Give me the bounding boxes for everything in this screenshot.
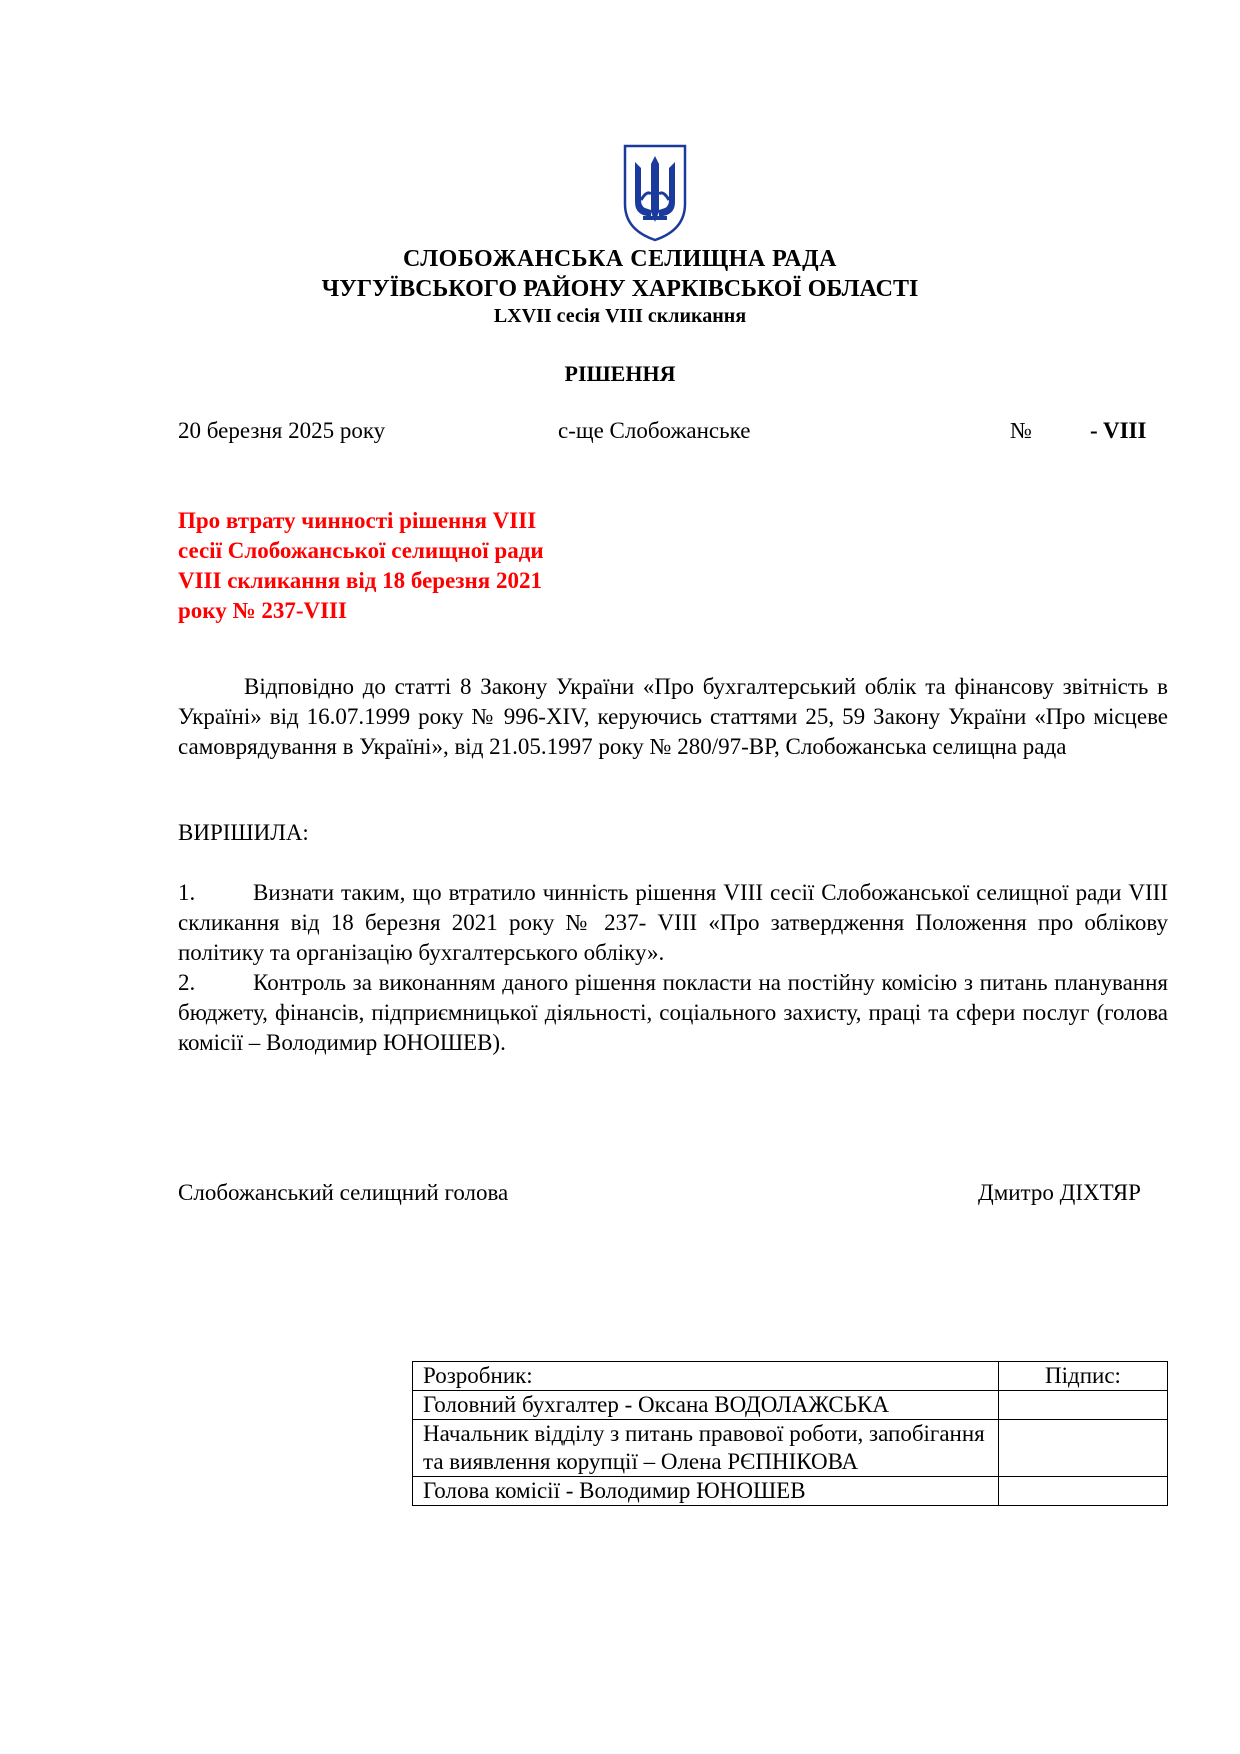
signature-header: Підпис:	[999, 1362, 1168, 1391]
decided-label: ВИРІШИЛА:	[178, 820, 309, 845]
signature-cell	[999, 1477, 1168, 1506]
item-text: Контроль за виконанням даного рішення покласти на постійну комісію з питань планування бюджету, фінансів, підприємницької діяльності, соціального захисту, праці та сфери послуг (голова комісії – Володимир ЮНОШЕВ).	[178, 970, 1168, 1055]
trident-emblem-icon	[621, 142, 689, 244]
subject-line: Про втрату чинності рішення VIII	[178, 508, 537, 533]
approver-cell: Начальник відділу з питань правової роботи, запобігання та виявлення корупції – Олена РЄПНІКОВА	[413, 1420, 999, 1477]
number-sign: №	[1010, 418, 1032, 443]
approvals-table	[412, 1361, 1168, 1506]
decision-item	[178, 968, 1168, 1058]
approver-cell: Голова комісії - Володимир ЮНОШЕВ	[413, 1477, 999, 1506]
developer-header: Розробник:	[413, 1362, 999, 1391]
subject-line: VIII скликання від 18 березня 2021	[178, 568, 542, 593]
signature-cell	[999, 1420, 1168, 1477]
table-row	[413, 1420, 1168, 1477]
signature-cell	[999, 1391, 1168, 1420]
item-number: 2.	[178, 970, 196, 995]
decision-item	[178, 878, 1168, 968]
table-row	[413, 1391, 1168, 1420]
session-label: LXVII сесія VIII скликання	[493, 305, 747, 327]
council-name: СЛОБОЖАНСЬКА СЕЛИЩНА РАДА	[403, 246, 837, 272]
decision-subject	[178, 506, 598, 626]
approver-cell: Головний бухгалтер - Оксана ВОДОЛАЖСЬКА	[413, 1391, 999, 1420]
subject-line: року № 237-VIII	[178, 598, 347, 623]
item-text: Визнати таким, що втратило чинність рішення VIII сесії Слобожанської селищної ради VIII скликання від 18 березня 2021 року № 237- VIII «Про затвердження Положення про облікову політику та організацію бухгалтерського обліку».	[178, 880, 1168, 965]
preamble-paragraph: Відповідно до статті 8 Закону України «Про бухгалтерський облік та фінансову звітність в Україні» від 16.07.1999 року № 996-XIV, керуючись статтями 25, 59 Закону України «Про місцеве самоврядування в Україні», від 21.05.1997 року № 280/97-ВР, Слобожанська селищна рада	[178, 674, 1168, 759]
district-name: ЧУГУЇВСЬКОГО РАЙОНУ ХАРКІВСЬКОЇ ОБЛАСТІ	[321, 276, 919, 302]
decision-place: с-ще Слобожанське	[558, 418, 751, 443]
signatory-position: Слобожанський селищний голова	[178, 1180, 509, 1205]
decision-items	[178, 878, 1168, 1058]
item-number: 1.	[178, 880, 196, 905]
table-row	[413, 1362, 1168, 1391]
document-title: РІШЕННЯ	[564, 361, 676, 386]
subject-line: сесії Слобожанської селищної ради	[178, 538, 544, 563]
decision-date: 20 березня 2025 року	[178, 418, 386, 443]
decision-number: - VIII	[1090, 418, 1147, 443]
signatory-name: Дмитро ДІХТЯР	[978, 1180, 1141, 1205]
table-row	[413, 1477, 1168, 1506]
